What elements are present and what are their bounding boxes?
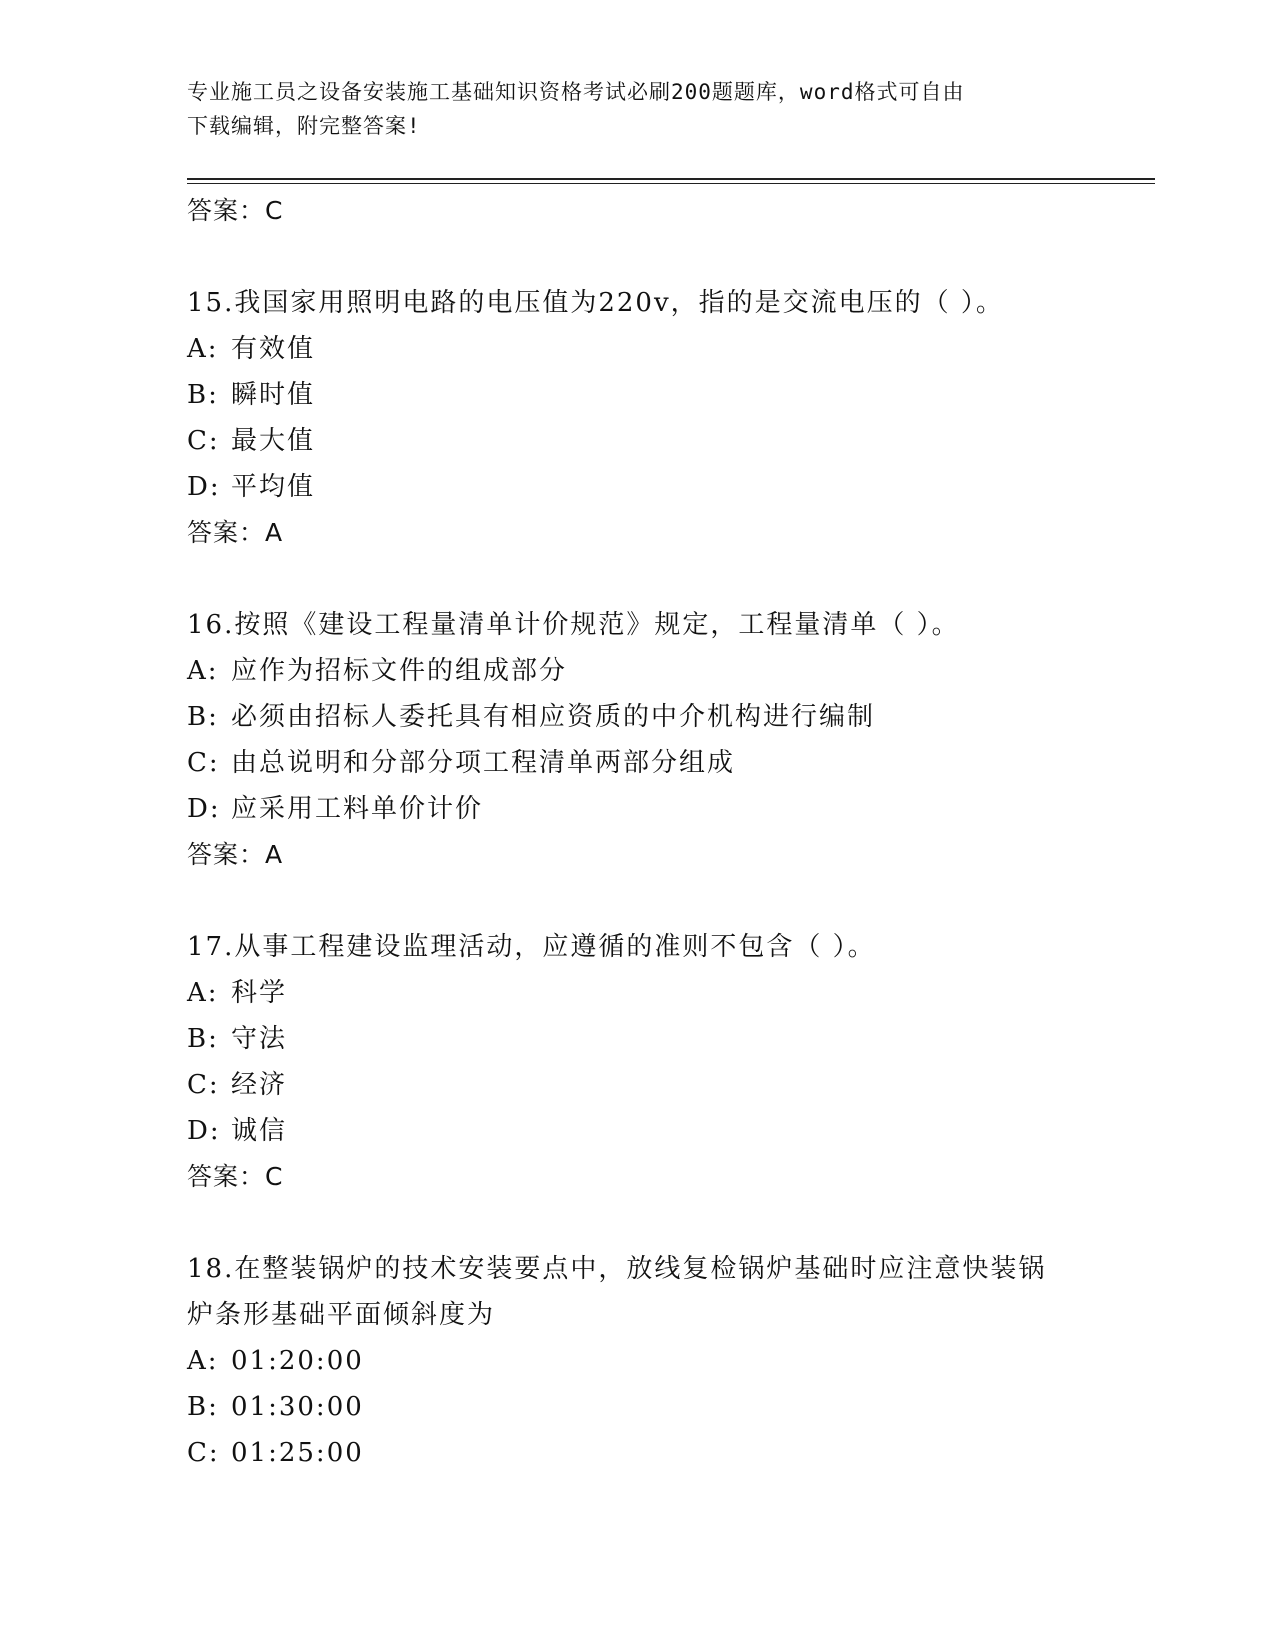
header-line-1: 专业施工员之设备安装施工基础知识资格考试必刷200题题库，word格式可自由 [187, 80, 965, 104]
option-c [187, 418, 1087, 464]
option-letter: B: [187, 1392, 219, 1422]
option-letter: D: [187, 1116, 221, 1146]
header-divider-thick [187, 178, 1155, 180]
question-18 [187, 1246, 1087, 1476]
header-line-2: 下载编辑，附完整答案! [187, 114, 421, 138]
option-text: 守法 [231, 1024, 288, 1054]
option-b [187, 1016, 1087, 1062]
option-letter: C: [187, 748, 220, 778]
option-text: 经济 [231, 1070, 288, 1100]
option-text: 01:30:00 [231, 1392, 364, 1422]
question-title-line-2: 炉条形基础平面倾斜度为 [187, 1300, 496, 1330]
option-letter: C: [187, 1070, 220, 1100]
option-letter: C: [187, 426, 220, 456]
answer-label: 答案：A [187, 840, 284, 869]
option-letter: B: [187, 380, 219, 410]
option-text: 应作为招标文件的组成部分 [231, 656, 568, 686]
question-title: 15.我国家用照明电路的电压值为220v，指的是交流电压的（ ）。 [187, 288, 1004, 318]
option-text: 平均值 [231, 472, 316, 502]
option-a [187, 1338, 1087, 1384]
option-d [187, 464, 1087, 510]
spacer [187, 1200, 1087, 1246]
option-letter: D: [187, 472, 221, 502]
option-text: 科学 [231, 978, 288, 1008]
option-b [187, 1384, 1087, 1430]
option-text: 01:20:00 [231, 1346, 364, 1376]
option-a [187, 970, 1087, 1016]
option-text: 由总说明和分部分项工程清单两部分组成 [231, 748, 736, 778]
spacer [187, 556, 1087, 602]
option-letter: B: [187, 1024, 219, 1054]
option-letter: C: [187, 1438, 220, 1468]
option-d [187, 786, 1087, 832]
option-letter: B: [187, 702, 219, 732]
option-b [187, 372, 1087, 418]
option-c [187, 1062, 1087, 1108]
question-title [187, 1246, 1087, 1338]
spacer [187, 234, 1087, 280]
question-list [187, 188, 1087, 1476]
option-text: 必须由招标人委托具有相应资质的中介机构进行编制 [231, 702, 876, 732]
answer-label: 答案：A [187, 518, 284, 547]
option-letter: A: [187, 978, 219, 1008]
question-17 [187, 924, 1087, 1154]
option-text: 瞬时值 [231, 380, 316, 410]
answer-label: 答案：C [187, 196, 284, 225]
question-15 [187, 280, 1087, 510]
option-text: 应采用工料单价计价 [231, 794, 484, 824]
answer-label: 答案：C [187, 1162, 284, 1191]
option-b [187, 694, 1087, 740]
option-text: 01:25:00 [231, 1438, 364, 1468]
option-text: 有效值 [231, 334, 316, 364]
option-d [187, 1108, 1087, 1154]
option-text: 最大值 [231, 426, 316, 456]
option-letter: A: [187, 1346, 219, 1376]
question-16 [187, 602, 1087, 832]
option-letter: A: [187, 334, 219, 364]
option-a [187, 648, 1087, 694]
option-letter: D: [187, 794, 221, 824]
option-a [187, 326, 1087, 372]
header-divider-thin [187, 183, 1155, 184]
option-text: 诚信 [231, 1116, 288, 1146]
document-header [187, 75, 1087, 143]
question-title: 17.从事工程建设监理活动，应遵循的准则不包含（ ）。 [187, 932, 876, 962]
option-c [187, 740, 1087, 786]
option-letter: A: [187, 656, 219, 686]
question-title-line-1: 18.在整装锅炉的技术安装要点中，放线复检锅炉基础时应注意快装锅 [187, 1254, 1047, 1284]
option-c [187, 1430, 1087, 1476]
spacer [187, 878, 1087, 924]
question-title: 16.按照《建设工程量清单计价规范》规定，工程量清单（ ）。 [187, 610, 960, 640]
